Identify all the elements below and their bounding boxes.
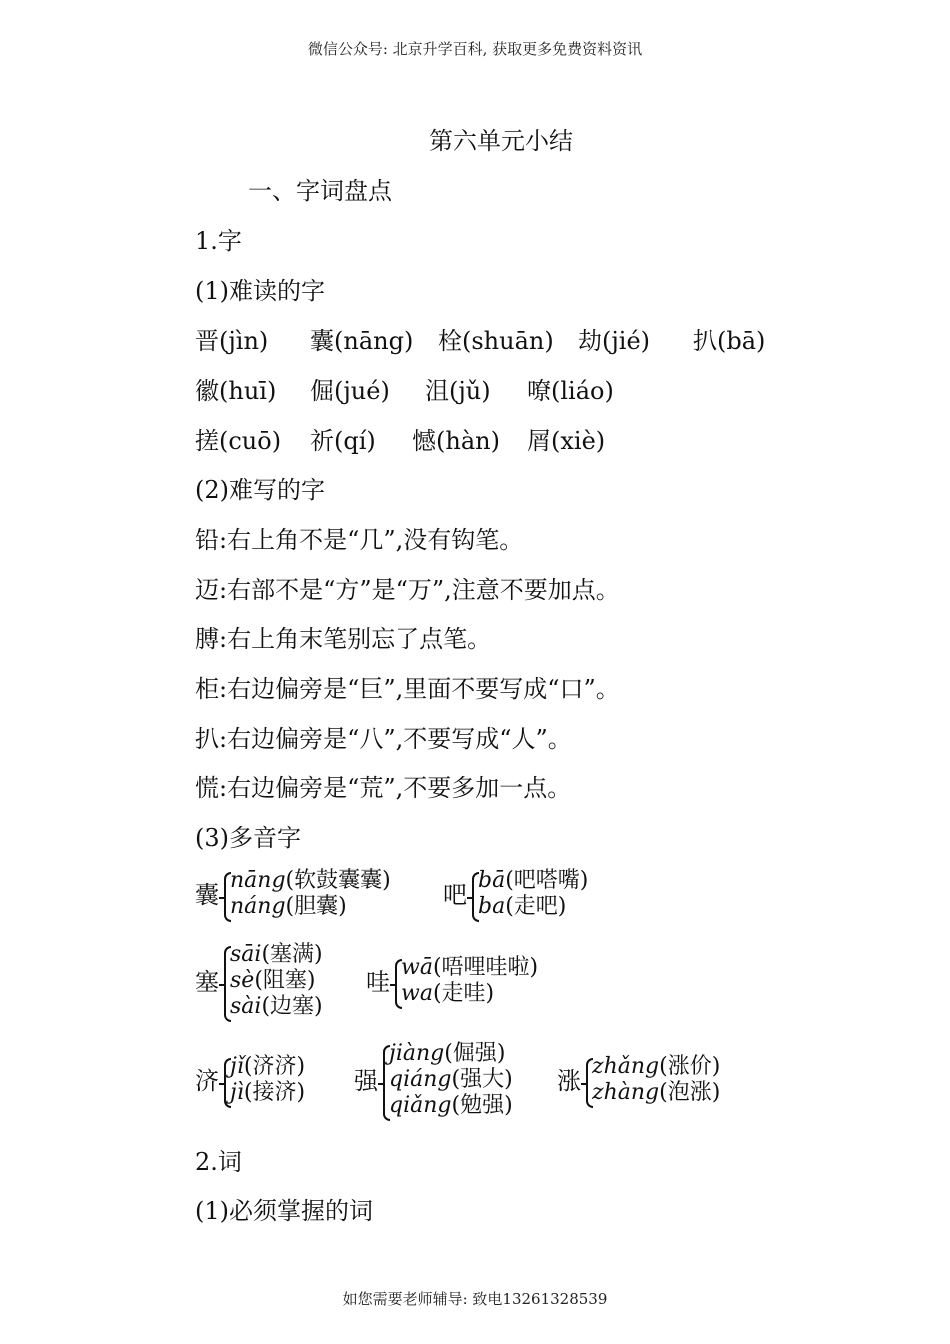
hard-read-item: 栓(shuān) — [438, 327, 554, 355]
header-note: 微信公众号: 北京升学百科, 获取更多免费资料资讯 — [307, 40, 643, 58]
hard-read-item: 憾(hàn) — [412, 427, 500, 455]
pinyin: jì — [230, 1080, 244, 1105]
example-word: (泡涨) — [659, 1080, 721, 1105]
hard-read-item: 沮(jǔ) — [425, 377, 491, 405]
hard-read-item: 祈(qí) — [310, 427, 376, 455]
pinyin: bā — [478, 868, 506, 893]
example-word: (边塞) — [261, 994, 323, 1019]
example-word: (勉强) — [451, 1093, 513, 1118]
hard-read-item: 搓(cuō) — [195, 427, 282, 455]
footer-note: 如您需要老师辅导: 致电13261328539 — [342, 1290, 608, 1308]
polyphone-option — [230, 868, 391, 894]
hard-write-heading: (2)难写的字 — [195, 476, 325, 504]
pinyin: sè — [230, 968, 255, 993]
polyphone-option — [389, 1041, 505, 1067]
example-word: (阻塞) — [254, 968, 316, 993]
hard-read-item: 屑(xiè) — [527, 427, 606, 455]
subsection-heading: 1.字 — [195, 227, 242, 255]
hard-read-item: 囊(nāng) — [310, 327, 414, 355]
polyphone-char: 吧 — [443, 881, 467, 909]
polyphone-option — [478, 868, 588, 894]
hard-write-line: 扒:右边偏旁是“八”,不要写成“人”。 — [195, 725, 572, 753]
polyphone-char: 涨 — [557, 1067, 581, 1095]
hard-write-line: 迈:右部不是“方”是“万”,注意不要加点。 — [195, 576, 620, 604]
pinyin: qiǎng — [389, 1093, 452, 1118]
pinyin: zhǎng — [592, 1054, 660, 1079]
polyphone-option — [401, 981, 494, 1007]
pinyin: jǐ — [230, 1054, 244, 1079]
hard-read-item: 晋(jìn) — [195, 327, 269, 355]
polyphone-char: 哇 — [366, 968, 390, 996]
example-word: (唔哩哇啦) — [432, 955, 539, 980]
polyphone-group — [195, 942, 375, 1024]
pinyin: zhàng — [592, 1080, 660, 1105]
polyphone-option — [230, 894, 347, 920]
polyphone-char: 塞 — [195, 968, 219, 996]
polyphone-group — [443, 868, 643, 924]
pinyin: wa — [401, 981, 433, 1006]
polyphone-group — [366, 955, 586, 1011]
example-word: (走吧) — [505, 894, 567, 919]
example-word: (软鼓囊囊) — [285, 868, 391, 893]
polyphone-option — [230, 1080, 305, 1106]
pinyin: jiàng — [389, 1041, 445, 1066]
polyphone-option — [592, 1054, 720, 1080]
hard-read-item: 劫(jié) — [578, 327, 651, 355]
hard-write-line: 柜:右边偏旁是“巨”,里面不要写成“口”。 — [195, 675, 620, 703]
page-title: 第六单元小结 — [429, 127, 573, 155]
hard-write-line: 膊:右上角末笔别忘了点笔。 — [195, 625, 492, 653]
polyphone-group — [354, 1041, 554, 1123]
hard-read-item: 嘹(liáo) — [527, 377, 614, 405]
example-word: (涨价) — [659, 1054, 721, 1079]
hard-read-item: 徽(huī) — [195, 377, 277, 405]
pinyin: ba — [478, 894, 506, 919]
polyphone-group — [557, 1054, 757, 1110]
example-word: (强大) — [451, 1067, 513, 1092]
polyphone-option — [401, 955, 538, 981]
polyphone-group — [195, 1054, 345, 1110]
pinyin: wā — [401, 955, 433, 980]
polyphone-heading: (3)多音字 — [195, 824, 301, 852]
polyphone-option — [478, 894, 566, 920]
example-word: (接济) — [243, 1080, 306, 1105]
subsection-heading: 2.词 — [195, 1148, 242, 1176]
hard-read-heading: (1)难读的字 — [195, 277, 325, 305]
polyphone-char: 囊 — [195, 881, 219, 909]
hard-write-line: 慌:右边偏旁是“荒”,不要多加一点。 — [195, 774, 572, 802]
polyphone-option — [230, 968, 315, 994]
pinyin: sāi — [230, 942, 262, 967]
polyphone-option — [389, 1067, 513, 1093]
example-word: (走哇) — [432, 981, 495, 1006]
polyphone-option — [230, 1054, 305, 1080]
section-heading: 一、字词盘点 — [248, 177, 392, 205]
pinyin: náng — [230, 894, 286, 919]
polyphone-option — [230, 994, 323, 1020]
polyphone-option — [230, 942, 323, 968]
pinyin: qiáng — [389, 1067, 452, 1092]
example-word: (倔强) — [444, 1041, 506, 1066]
pinyin: nāng — [230, 868, 286, 893]
hard-read-item: 倔(jué) — [310, 377, 390, 405]
must-master-heading: (1)必须掌握的词 — [195, 1197, 373, 1225]
polyphone-option — [389, 1093, 513, 1119]
polyphone-option — [592, 1080, 720, 1106]
polyphone-char: 强 — [354, 1067, 378, 1095]
example-word: (吧嗒嘴) — [505, 868, 589, 893]
polyphone-group — [195, 868, 435, 924]
hard-write-line: 铅:右上角不是“几”,没有钩笔。 — [195, 526, 524, 554]
hard-read-item: 扒(bā) — [693, 327, 766, 355]
example-word: (塞满) — [261, 942, 323, 967]
polyphone-char: 济 — [195, 1067, 219, 1095]
pinyin: sài — [230, 994, 262, 1019]
example-word: (济济) — [243, 1054, 306, 1079]
example-word: (胆囊) — [285, 894, 347, 919]
